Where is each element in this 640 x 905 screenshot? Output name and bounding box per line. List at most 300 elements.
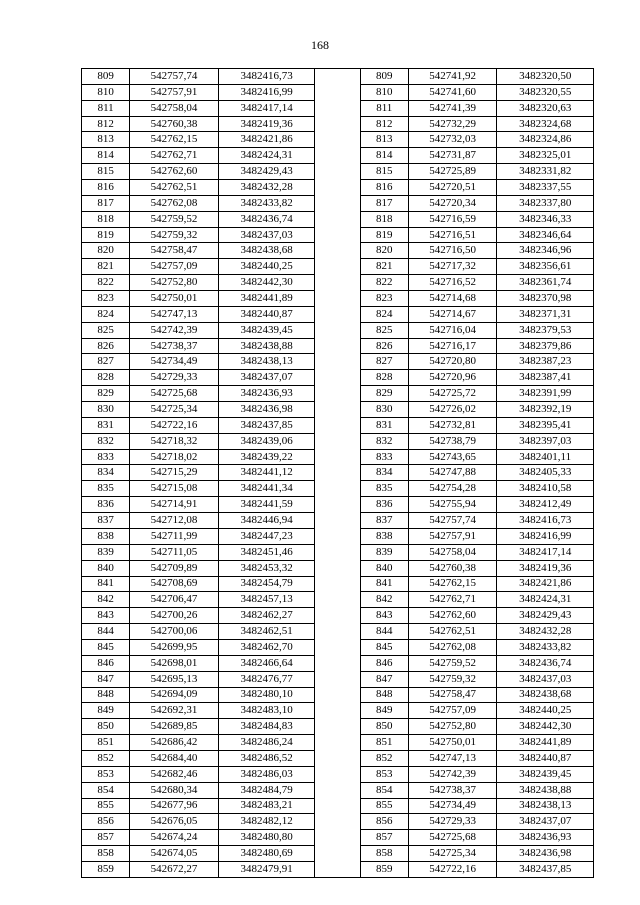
left-point-number-cell: 838: [82, 528, 130, 544]
table-row: [82, 766, 594, 782]
right-point-number-cell: 825: [360, 322, 408, 338]
column-gap-cell: [315, 275, 360, 291]
right-x-coordinate-cell: 542716,17: [408, 338, 497, 354]
left-y-coordinate-cell: 3482457,13: [218, 592, 315, 608]
left-x-coordinate-cell: 542672,27: [130, 861, 219, 877]
left-x-coordinate-cell: 542674,24: [130, 830, 219, 846]
table-row: [82, 338, 594, 354]
table-row: [82, 354, 594, 370]
table-row: [82, 513, 594, 529]
right-x-coordinate-cell: 542716,50: [408, 243, 497, 259]
right-y-coordinate-cell: 3482346,96: [497, 243, 594, 259]
right-point-number-cell: 810: [360, 84, 408, 100]
table-row: [82, 608, 594, 624]
column-gap-cell: [315, 687, 360, 703]
right-y-coordinate-cell: 3482438,88: [497, 782, 594, 798]
right-x-coordinate-cell: 542716,51: [408, 227, 497, 243]
right-x-coordinate-cell: 542720,51: [408, 180, 497, 196]
column-gap-cell: [315, 243, 360, 259]
right-x-coordinate-cell: 542741,92: [408, 69, 497, 85]
left-x-coordinate-cell: 542742,39: [130, 322, 219, 338]
right-y-coordinate-cell: 3482324,86: [497, 132, 594, 148]
table-row: [82, 116, 594, 132]
right-y-coordinate-cell: 3482441,89: [497, 735, 594, 751]
right-y-coordinate-cell: 3482410,58: [497, 481, 594, 497]
left-point-number-cell: 856: [82, 814, 130, 830]
left-x-coordinate-cell: 542758,47: [130, 243, 219, 259]
left-y-coordinate-cell: 3482416,99: [218, 84, 315, 100]
right-y-coordinate-cell: 3482438,68: [497, 687, 594, 703]
column-gap-cell: [315, 497, 360, 513]
left-x-coordinate-cell: 542689,85: [130, 719, 219, 735]
column-gap-cell: [315, 354, 360, 370]
right-x-coordinate-cell: 542762,71: [408, 592, 497, 608]
left-x-coordinate-cell: 542712,08: [130, 513, 219, 529]
table-row: [82, 735, 594, 751]
left-point-number-cell: 809: [82, 69, 130, 85]
column-gap-cell: [315, 846, 360, 862]
left-point-number-cell: 823: [82, 291, 130, 307]
right-point-number-cell: 858: [360, 846, 408, 862]
page-number: 168: [311, 38, 329, 52]
right-y-coordinate-cell: 3482397,03: [497, 433, 594, 449]
left-x-coordinate-cell: 542700,26: [130, 608, 219, 624]
left-x-coordinate-cell: 542725,68: [130, 386, 219, 402]
column-gap-cell: [315, 338, 360, 354]
left-y-coordinate-cell: 3482442,30: [218, 275, 315, 291]
left-x-coordinate-cell: 542729,33: [130, 370, 219, 386]
left-y-coordinate-cell: 3482480,10: [218, 687, 315, 703]
table-row: [82, 227, 594, 243]
left-y-coordinate-cell: 3482437,85: [218, 417, 315, 433]
right-point-number-cell: 835: [360, 481, 408, 497]
table-row: [82, 69, 594, 85]
right-point-number-cell: 828: [360, 370, 408, 386]
column-gap-cell: [315, 433, 360, 449]
left-point-number-cell: 851: [82, 735, 130, 751]
right-point-number-cell: 834: [360, 465, 408, 481]
right-x-coordinate-cell: 542725,72: [408, 386, 497, 402]
left-y-coordinate-cell: 3482439,22: [218, 449, 315, 465]
column-gap-cell: [315, 861, 360, 877]
right-x-coordinate-cell: 542738,37: [408, 782, 497, 798]
right-y-coordinate-cell: 3482391,99: [497, 386, 594, 402]
right-x-coordinate-cell: 542758,47: [408, 687, 497, 703]
column-gap-cell: [315, 322, 360, 338]
right-x-coordinate-cell: 542741,39: [408, 100, 497, 116]
left-point-number-cell: 825: [82, 322, 130, 338]
table-row: [82, 687, 594, 703]
right-x-coordinate-cell: 542725,89: [408, 164, 497, 180]
right-x-coordinate-cell: 542741,60: [408, 84, 497, 100]
table-row: [82, 703, 594, 719]
right-x-coordinate-cell: 542759,52: [408, 655, 497, 671]
left-point-number-cell: 822: [82, 275, 130, 291]
left-point-number-cell: 820: [82, 243, 130, 259]
left-point-number-cell: 835: [82, 481, 130, 497]
table-row: [82, 544, 594, 560]
table-row: [82, 719, 594, 735]
right-x-coordinate-cell: 542716,04: [408, 322, 497, 338]
left-y-coordinate-cell: 3482486,03: [218, 766, 315, 782]
table-row: [82, 386, 594, 402]
right-x-coordinate-cell: 542729,33: [408, 814, 497, 830]
right-y-coordinate-cell: 3482442,30: [497, 719, 594, 735]
table-row: [82, 750, 594, 766]
table-row: [82, 243, 594, 259]
left-x-coordinate-cell: 542684,40: [130, 750, 219, 766]
right-point-number-cell: 814: [360, 148, 408, 164]
right-x-coordinate-cell: 542738,79: [408, 433, 497, 449]
right-y-coordinate-cell: 3482433,82: [497, 639, 594, 655]
left-y-coordinate-cell: 3482480,80: [218, 830, 315, 846]
right-x-coordinate-cell: 542752,80: [408, 719, 497, 735]
left-x-coordinate-cell: 542762,51: [130, 180, 219, 196]
left-y-coordinate-cell: 3482439,45: [218, 322, 315, 338]
right-x-coordinate-cell: 542760,38: [408, 560, 497, 576]
column-gap-cell: [315, 227, 360, 243]
right-y-coordinate-cell: 3482331,82: [497, 164, 594, 180]
right-y-coordinate-cell: 3482320,55: [497, 84, 594, 100]
left-point-number-cell: 854: [82, 782, 130, 798]
right-x-coordinate-cell: 542717,32: [408, 259, 497, 275]
left-point-number-cell: 828: [82, 370, 130, 386]
right-y-coordinate-cell: 3482416,99: [497, 528, 594, 544]
right-y-coordinate-cell: 3482371,31: [497, 306, 594, 322]
right-y-coordinate-cell: 3482401,11: [497, 449, 594, 465]
right-x-coordinate-cell: 542720,96: [408, 370, 497, 386]
left-y-coordinate-cell: 3482484,83: [218, 719, 315, 735]
left-point-number-cell: 840: [82, 560, 130, 576]
table-row: [82, 798, 594, 814]
column-gap-cell: [315, 703, 360, 719]
right-x-coordinate-cell: 542716,52: [408, 275, 497, 291]
column-gap-cell: [315, 417, 360, 433]
left-y-coordinate-cell: 3482436,93: [218, 386, 315, 402]
right-x-coordinate-cell: 542758,04: [408, 544, 497, 560]
column-gap-cell: [315, 402, 360, 418]
left-point-number-cell: 836: [82, 497, 130, 513]
right-point-number-cell: 809: [360, 69, 408, 85]
left-y-coordinate-cell: 3482446,94: [218, 513, 315, 529]
right-x-coordinate-cell: 542720,80: [408, 354, 497, 370]
left-x-coordinate-cell: 542718,02: [130, 449, 219, 465]
right-x-coordinate-cell: 542726,02: [408, 402, 497, 418]
right-y-coordinate-cell: 3482392,19: [497, 402, 594, 418]
table-row: [82, 402, 594, 418]
right-y-coordinate-cell: 3482337,55: [497, 180, 594, 196]
right-x-coordinate-cell: 542725,34: [408, 846, 497, 862]
right-x-coordinate-cell: 542747,13: [408, 750, 497, 766]
left-x-coordinate-cell: 542694,09: [130, 687, 219, 703]
column-gap-cell: [315, 528, 360, 544]
left-y-coordinate-cell: 3482484,79: [218, 782, 315, 798]
table-row: [82, 655, 594, 671]
left-y-coordinate-cell: 3482486,24: [218, 735, 315, 751]
right-y-coordinate-cell: 3482419,36: [497, 560, 594, 576]
left-point-number-cell: 810: [82, 84, 130, 100]
left-y-coordinate-cell: 3482480,69: [218, 846, 315, 862]
right-point-number-cell: 850: [360, 719, 408, 735]
right-point-number-cell: 840: [360, 560, 408, 576]
right-y-coordinate-cell: 3482405,33: [497, 465, 594, 481]
left-x-coordinate-cell: 542752,80: [130, 275, 219, 291]
column-gap-cell: [315, 608, 360, 624]
right-x-coordinate-cell: 542725,68: [408, 830, 497, 846]
table-row: [82, 576, 594, 592]
left-point-number-cell: 844: [82, 624, 130, 640]
right-point-number-cell: 827: [360, 354, 408, 370]
left-y-coordinate-cell: 3482432,28: [218, 180, 315, 196]
right-point-number-cell: 853: [360, 766, 408, 782]
left-point-number-cell: 839: [82, 544, 130, 560]
right-point-number-cell: 859: [360, 861, 408, 877]
right-x-coordinate-cell: 542714,68: [408, 291, 497, 307]
left-x-coordinate-cell: 542698,01: [130, 655, 219, 671]
left-point-number-cell: 848: [82, 687, 130, 703]
left-point-number-cell: 841: [82, 576, 130, 592]
table-row: [82, 814, 594, 830]
right-x-coordinate-cell: 542762,08: [408, 639, 497, 655]
table-row: [82, 211, 594, 227]
left-y-coordinate-cell: 3482462,27: [218, 608, 315, 624]
right-point-number-cell: 852: [360, 750, 408, 766]
table-row: [82, 639, 594, 655]
left-point-number-cell: 821: [82, 259, 130, 275]
left-y-coordinate-cell: 3482482,12: [218, 814, 315, 830]
right-x-coordinate-cell: 542757,91: [408, 528, 497, 544]
left-x-coordinate-cell: 542709,89: [130, 560, 219, 576]
left-y-coordinate-cell: 3482438,68: [218, 243, 315, 259]
left-point-number-cell: 852: [82, 750, 130, 766]
left-y-coordinate-cell: 3482479,91: [218, 861, 315, 877]
table-row: [82, 84, 594, 100]
left-y-coordinate-cell: 3482419,36: [218, 116, 315, 132]
left-x-coordinate-cell: 542759,52: [130, 211, 219, 227]
right-point-number-cell: 836: [360, 497, 408, 513]
right-point-number-cell: 829: [360, 386, 408, 402]
column-gap-cell: [315, 449, 360, 465]
column-gap-cell: [315, 513, 360, 529]
left-point-number-cell: 812: [82, 116, 130, 132]
right-x-coordinate-cell: 542716,59: [408, 211, 497, 227]
column-gap-cell: [315, 164, 360, 180]
right-x-coordinate-cell: 542742,39: [408, 766, 497, 782]
left-y-coordinate-cell: 3482436,74: [218, 211, 315, 227]
right-point-number-cell: 832: [360, 433, 408, 449]
left-x-coordinate-cell: 542718,32: [130, 433, 219, 449]
table-row: [82, 275, 594, 291]
column-gap-cell: [315, 830, 360, 846]
column-gap-cell: [315, 735, 360, 751]
table-row: [82, 306, 594, 322]
right-y-coordinate-cell: 3482424,31: [497, 592, 594, 608]
right-point-number-cell: 816: [360, 180, 408, 196]
column-gap-cell: [315, 195, 360, 211]
right-point-number-cell: 843: [360, 608, 408, 624]
left-point-number-cell: 814: [82, 148, 130, 164]
right-point-number-cell: 826: [360, 338, 408, 354]
left-point-number-cell: 816: [82, 180, 130, 196]
right-point-number-cell: 846: [360, 655, 408, 671]
left-point-number-cell: 830: [82, 402, 130, 418]
table-row: [82, 624, 594, 640]
right-x-coordinate-cell: 542762,51: [408, 624, 497, 640]
left-x-coordinate-cell: 542734,49: [130, 354, 219, 370]
left-point-number-cell: 855: [82, 798, 130, 814]
right-point-number-cell: 856: [360, 814, 408, 830]
right-point-number-cell: 824: [360, 306, 408, 322]
column-gap-cell: [315, 116, 360, 132]
right-x-coordinate-cell: 542722,16: [408, 861, 497, 877]
left-x-coordinate-cell: 542722,16: [130, 417, 219, 433]
coordinates-table: [81, 68, 594, 878]
right-x-coordinate-cell: 542750,01: [408, 735, 497, 751]
right-y-coordinate-cell: 3482379,53: [497, 322, 594, 338]
left-point-number-cell: 832: [82, 433, 130, 449]
left-point-number-cell: 842: [82, 592, 130, 608]
left-y-coordinate-cell: 3482451,46: [218, 544, 315, 560]
table-row: [82, 180, 594, 196]
coordinates-table-body: [82, 69, 594, 878]
right-point-number-cell: 849: [360, 703, 408, 719]
right-y-coordinate-cell: 3482395,41: [497, 417, 594, 433]
right-point-number-cell: 812: [360, 116, 408, 132]
left-y-coordinate-cell: 3482438,13: [218, 354, 315, 370]
right-y-coordinate-cell: 3482324,68: [497, 116, 594, 132]
left-x-coordinate-cell: 542738,37: [130, 338, 219, 354]
right-point-number-cell: 844: [360, 624, 408, 640]
right-x-coordinate-cell: 542762,15: [408, 576, 497, 592]
left-x-coordinate-cell: 542700,06: [130, 624, 219, 640]
right-y-coordinate-cell: 3482320,63: [497, 100, 594, 116]
left-x-coordinate-cell: 542686,42: [130, 735, 219, 751]
table-row: [82, 100, 594, 116]
left-point-number-cell: 847: [82, 671, 130, 687]
left-point-number-cell: 843: [82, 608, 130, 624]
column-gap-cell: [315, 624, 360, 640]
left-x-coordinate-cell: 542715,08: [130, 481, 219, 497]
column-gap-cell: [315, 671, 360, 687]
left-y-coordinate-cell: 3482476,77: [218, 671, 315, 687]
right-point-number-cell: 813: [360, 132, 408, 148]
column-gap-cell: [315, 69, 360, 85]
left-y-coordinate-cell: 3482440,25: [218, 259, 315, 275]
right-y-coordinate-cell: 3482387,23: [497, 354, 594, 370]
right-x-coordinate-cell: 542734,49: [408, 798, 497, 814]
table-row: [82, 259, 594, 275]
right-point-number-cell: 831: [360, 417, 408, 433]
left-y-coordinate-cell: 3482483,21: [218, 798, 315, 814]
right-y-coordinate-cell: 3482387,41: [497, 370, 594, 386]
left-x-coordinate-cell: 542762,71: [130, 148, 219, 164]
right-y-coordinate-cell: 3482379,86: [497, 338, 594, 354]
right-y-coordinate-cell: 3482421,86: [497, 576, 594, 592]
column-gap-cell: [315, 639, 360, 655]
right-point-number-cell: 823: [360, 291, 408, 307]
left-x-coordinate-cell: 542708,69: [130, 576, 219, 592]
right-point-number-cell: 847: [360, 671, 408, 687]
table-row: [82, 417, 594, 433]
right-y-coordinate-cell: 3482440,87: [497, 750, 594, 766]
left-y-coordinate-cell: 3482421,86: [218, 132, 315, 148]
right-y-coordinate-cell: 3482436,98: [497, 846, 594, 862]
right-x-coordinate-cell: 542757,74: [408, 513, 497, 529]
right-y-coordinate-cell: 3482346,33: [497, 211, 594, 227]
left-x-coordinate-cell: 542699,95: [130, 639, 219, 655]
table-row: [82, 322, 594, 338]
left-y-coordinate-cell: 3482417,14: [218, 100, 315, 116]
column-gap-cell: [315, 814, 360, 830]
left-point-number-cell: 857: [82, 830, 130, 846]
column-gap-cell: [315, 719, 360, 735]
left-point-number-cell: 827: [82, 354, 130, 370]
right-y-coordinate-cell: 3482346,64: [497, 227, 594, 243]
left-y-coordinate-cell: 3482462,51: [218, 624, 315, 640]
right-y-coordinate-cell: 3482417,14: [497, 544, 594, 560]
left-x-coordinate-cell: 542711,99: [130, 528, 219, 544]
left-x-coordinate-cell: 542674,05: [130, 846, 219, 862]
left-y-coordinate-cell: 3482462,70: [218, 639, 315, 655]
right-point-number-cell: 821: [360, 259, 408, 275]
column-gap-cell: [315, 259, 360, 275]
column-gap-cell: [315, 766, 360, 782]
right-x-coordinate-cell: 542755,94: [408, 497, 497, 513]
right-point-number-cell: 833: [360, 449, 408, 465]
left-x-coordinate-cell: 542715,29: [130, 465, 219, 481]
right-y-coordinate-cell: 3482436,74: [497, 655, 594, 671]
column-gap-cell: [315, 180, 360, 196]
column-gap-cell: [315, 370, 360, 386]
column-gap-cell: [315, 132, 360, 148]
right-x-coordinate-cell: 542714,67: [408, 306, 497, 322]
left-y-coordinate-cell: 3482453,32: [218, 560, 315, 576]
left-x-coordinate-cell: 542758,04: [130, 100, 219, 116]
left-y-coordinate-cell: 3482447,23: [218, 528, 315, 544]
table-row: [82, 370, 594, 386]
left-y-coordinate-cell: 3482437,07: [218, 370, 315, 386]
right-point-number-cell: 854: [360, 782, 408, 798]
left-point-number-cell: 833: [82, 449, 130, 465]
left-x-coordinate-cell: 542747,13: [130, 306, 219, 322]
left-point-number-cell: 817: [82, 195, 130, 211]
column-gap-cell: [315, 655, 360, 671]
right-point-number-cell: 811: [360, 100, 408, 116]
column-gap-cell: [315, 211, 360, 227]
right-point-number-cell: 857: [360, 830, 408, 846]
left-y-coordinate-cell: 3482483,10: [218, 703, 315, 719]
left-x-coordinate-cell: 542762,15: [130, 132, 219, 148]
left-y-coordinate-cell: 3482416,73: [218, 69, 315, 85]
right-y-coordinate-cell: 3482437,07: [497, 814, 594, 830]
left-x-coordinate-cell: 542759,32: [130, 227, 219, 243]
right-point-number-cell: 837: [360, 513, 408, 529]
right-x-coordinate-cell: 542720,34: [408, 195, 497, 211]
left-y-coordinate-cell: 3482441,12: [218, 465, 315, 481]
right-x-coordinate-cell: 542731,87: [408, 148, 497, 164]
table-row: [82, 560, 594, 576]
right-x-coordinate-cell: 542732,29: [408, 116, 497, 132]
table-row: [82, 433, 594, 449]
table-row: [82, 497, 594, 513]
right-point-number-cell: 845: [360, 639, 408, 655]
column-gap-cell: [315, 465, 360, 481]
left-x-coordinate-cell: 542757,91: [130, 84, 219, 100]
left-y-coordinate-cell: 3482437,03: [218, 227, 315, 243]
right-point-number-cell: 839: [360, 544, 408, 560]
left-x-coordinate-cell: 542695,13: [130, 671, 219, 687]
left-x-coordinate-cell: 542677,96: [130, 798, 219, 814]
